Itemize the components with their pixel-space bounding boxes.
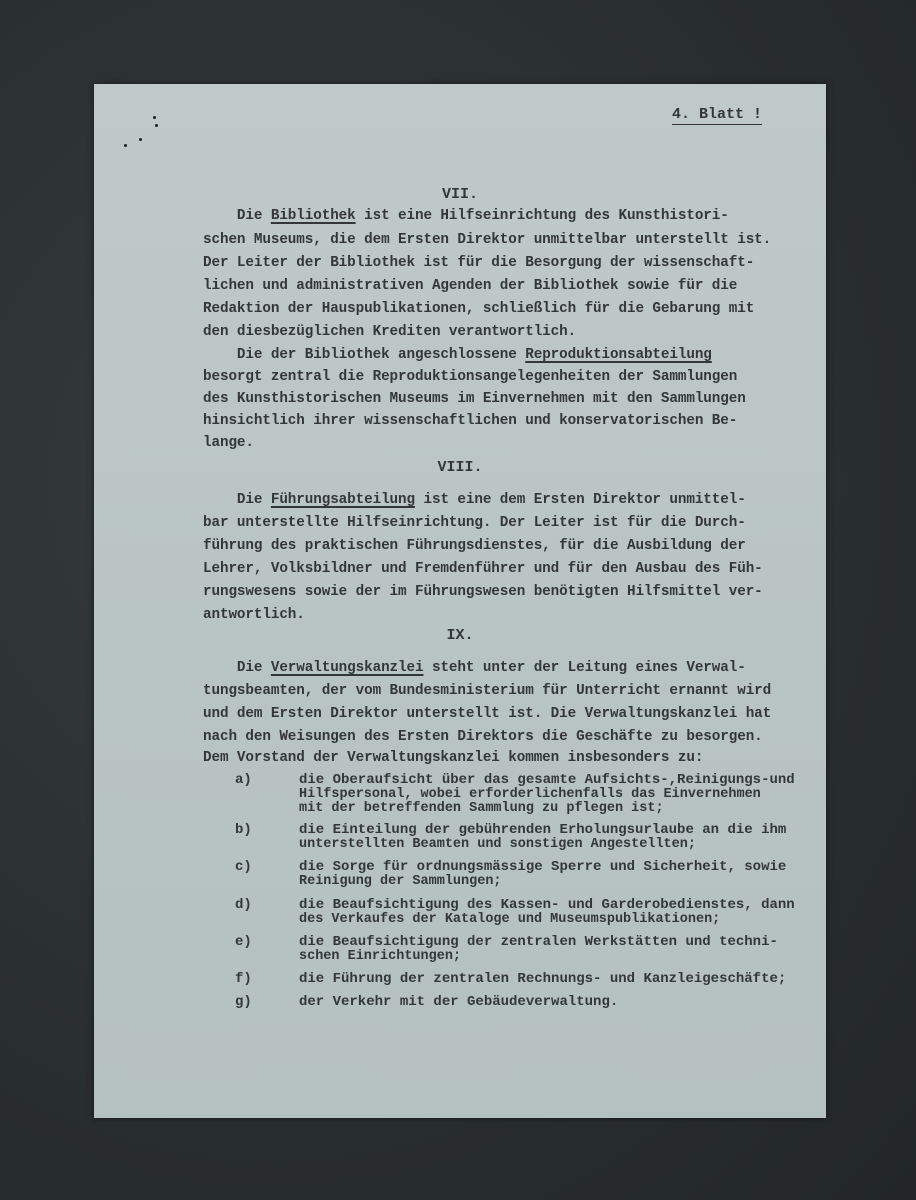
text-line: hinsichtlich ihrer wissenschaftlichen und konservatorischen Be-	[203, 413, 738, 429]
list-item: g) der Verkehr mit der Gebäudeverwaltung.	[235, 994, 619, 1010]
list-item-continuation: Reinigung der Sammlungen;	[299, 874, 502, 889]
text-line: Dem Vorstand der Verwaltungskanzlei kommen insbesonders zu:	[203, 750, 704, 766]
text-line: Die Führungsabteilung ist eine dem Ersten Direktor unmittel-	[203, 492, 746, 508]
text-line: den diesbezüglichen Krediten verantwortlich.	[203, 324, 577, 340]
text-line: lichen und administrativen Agenden der Bibliothek sowie für die	[203, 278, 738, 294]
list-marker: g)	[235, 994, 252, 1010]
underlined-term: Verwaltungskanzlei	[270, 660, 424, 676]
list-marker: b)	[235, 822, 252, 838]
text-line: rungswesens sowie der im Führungswesen benötigten Hilfsmittel ver-	[203, 584, 763, 600]
section-heading: IX.	[446, 627, 474, 644]
text-line: Die Bibliothek ist eine Hilfseinrichtung des Kunsthistori-	[203, 208, 729, 224]
section-heading: VIII.	[437, 459, 483, 476]
punch-hole-mark	[139, 138, 142, 141]
text-line: nach den Weisungen des Ersten Direktors die Geschäfte zu besorgen.	[203, 729, 763, 745]
punch-hole-mark	[153, 116, 156, 119]
list-item-continuation: schen Einrichtungen;	[299, 949, 462, 964]
list-item-continuation: mit der betreffenden Sammlung zu pflegen ist;	[299, 801, 664, 816]
list-marker: f)	[235, 971, 252, 987]
text-line: Redaktion der Hauspublikationen, schließlich für die Gebarung mit	[203, 301, 755, 317]
text-line: bar unterstellte Hilfseinrichtung. Der Leiter ist für die Durch-	[203, 515, 746, 531]
list-item-continuation: Hilfspersonal, wobei erforderlichenfalls das Einvernehmen	[299, 787, 761, 802]
list-item: e) die Beaufsichtigung der zentralen Werkstätten und techni-	[235, 934, 778, 950]
text-line: schen Museums, die dem Ersten Direktor unmittelbar unterstellt ist.	[203, 232, 772, 248]
list-marker: d)	[235, 897, 252, 913]
underlined-term: Reproduktionsabteilung	[525, 347, 712, 363]
document-page	[94, 84, 826, 1118]
list-item: a) die Oberaufsicht über das gesamte Aufsichts-,Reinigungs-und	[235, 772, 795, 788]
underlined-term: Führungsabteilung	[270, 492, 415, 508]
text-line: lange.	[203, 435, 254, 451]
text-line: besorgt zentral die Reproduktionsangelegenheiten der Sammlungen	[203, 369, 738, 385]
text-line: Lehrer, Volksbildner und Fremdenführer und für den Ausbau des Füh-	[203, 561, 763, 577]
text-line: führung des praktischen Führungsdienstes, für die Ausbildung der	[203, 538, 746, 554]
text-line: antwortlich.	[203, 607, 305, 623]
list-item-continuation: des Verkaufes der Kataloge und Museumspublikationen;	[299, 912, 721, 927]
text-line: Die der Bibliothek angeschlossene Reproduktionsabteilung	[203, 347, 712, 363]
text-line: Der Leiter der Bibliothek ist für die Besorgung der wissenschaft-	[203, 255, 755, 271]
punch-hole-mark	[124, 144, 127, 147]
list-marker: a)	[235, 772, 252, 788]
list-item: d) die Beaufsichtigung des Kassen- und Garderobedienstes, dann	[235, 897, 795, 913]
underlined-term: Bibliothek	[270, 208, 356, 224]
text-line: tungsbeamten, der vom Bundesministerium für Unterricht ernannt wird	[203, 683, 772, 699]
list-item-continuation: unterstellten Beamten und sonstigen Angestellten;	[299, 837, 696, 852]
section-heading: VII.	[441, 186, 478, 203]
sheet-number: 4. Blatt !	[671, 106, 762, 123]
punch-hole-mark	[155, 124, 158, 127]
list-item: f) die Führung der zentralen Rechnungs- und Kanzleigeschäfte;	[235, 971, 787, 987]
list-marker: e)	[235, 934, 252, 950]
text-line: Die Verwaltungskanzlei steht unter der Leitung eines Verwal-	[203, 660, 746, 676]
list-marker: c)	[235, 859, 252, 875]
list-item: c) die Sorge für ordnungsmässige Sperre und Sicherheit, sowie	[235, 859, 787, 875]
list-item: b) die Einteilung der gebührenden Erholungsurlaube an die ihm	[235, 822, 787, 838]
text-line: und dem Ersten Direktor unterstellt ist. Die Verwaltungskanzlei hat	[203, 706, 772, 722]
text-line: des Kunsthistorischen Museums im Einvernehmen mit den Sammlungen	[203, 391, 746, 407]
